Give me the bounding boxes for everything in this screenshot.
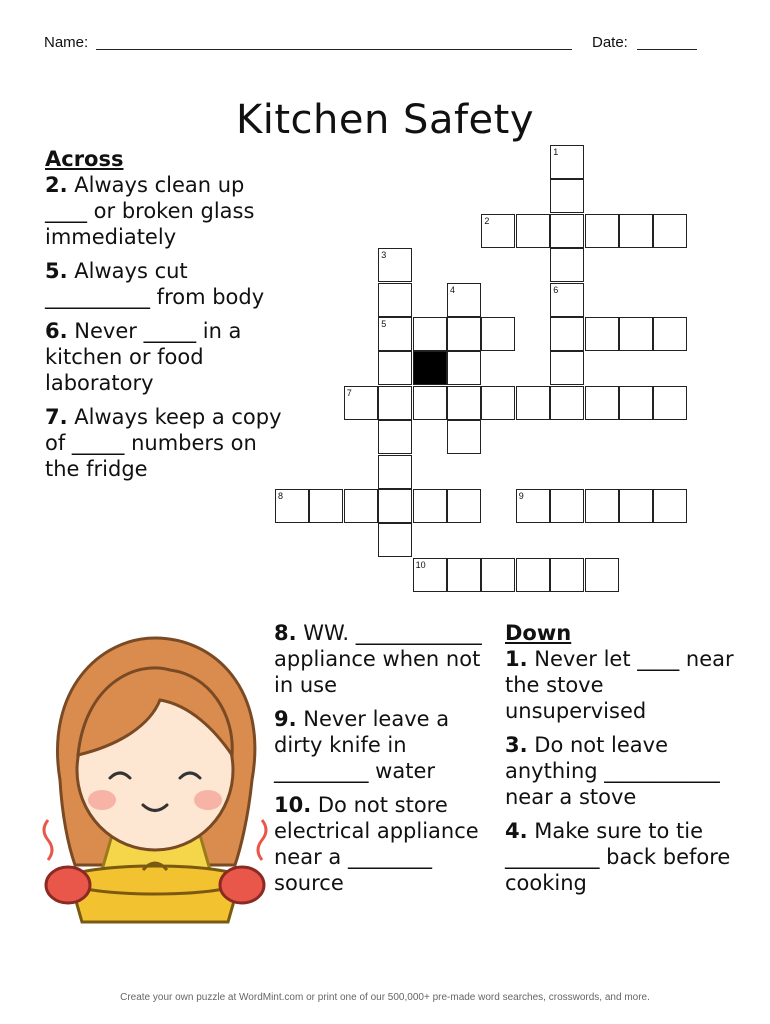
cell-number: 5 bbox=[381, 319, 387, 329]
crossword-cell[interactable] bbox=[481, 214, 515, 248]
crossword-cell[interactable] bbox=[550, 351, 584, 385]
crossword-cell[interactable] bbox=[516, 558, 550, 592]
crossword-cell[interactable] bbox=[516, 489, 550, 523]
crossword-cell[interactable] bbox=[619, 386, 653, 420]
crossword-cell[interactable] bbox=[550, 145, 584, 179]
crossword-cell[interactable] bbox=[550, 386, 584, 420]
across-clues-continued bbox=[274, 620, 496, 904]
crossword-cell[interactable] bbox=[344, 386, 378, 420]
crossword-cell[interactable] bbox=[585, 386, 619, 420]
cell-number: 1 bbox=[553, 147, 559, 157]
crossword-black-cell bbox=[413, 351, 447, 385]
right-cheek bbox=[194, 790, 222, 810]
crossword-cell[interactable] bbox=[447, 317, 481, 351]
across-clues bbox=[45, 146, 285, 490]
crossword-cell[interactable] bbox=[550, 179, 584, 213]
crossword-cell[interactable] bbox=[378, 386, 412, 420]
left-cheek bbox=[88, 790, 116, 810]
crossword-cell[interactable] bbox=[550, 317, 584, 351]
crossword-cell[interactable] bbox=[585, 214, 619, 248]
crossword-cell[interactable] bbox=[516, 386, 550, 420]
crossword-cell[interactable] bbox=[516, 214, 550, 248]
crossword-cell[interactable] bbox=[653, 214, 687, 248]
crossword-cell[interactable] bbox=[413, 558, 447, 592]
cell-number: 7 bbox=[346, 387, 352, 398]
crossword-cell[interactable] bbox=[585, 558, 619, 592]
crossword-cell[interactable] bbox=[585, 317, 619, 351]
crossword-cell[interactable] bbox=[378, 420, 412, 454]
down-clue-3: 3. Do not leave anything ___________ near a stove bbox=[505, 733, 720, 809]
crossword-cell[interactable] bbox=[447, 283, 481, 317]
chef-girl-illustration bbox=[40, 630, 270, 930]
heat-line-right-1 bbox=[258, 820, 266, 860]
cell-number: 4 bbox=[450, 284, 456, 295]
across-clue-10: 10. Do not store electrical appliance near a ________ source bbox=[274, 793, 479, 895]
crossword-cell[interactable] bbox=[447, 558, 481, 592]
across-clue-7: 7. Always keep a copy of _____ numbers on the fridge bbox=[45, 405, 282, 481]
page-title: Kitchen Safety bbox=[236, 96, 534, 143]
crossword-cell[interactable] bbox=[447, 489, 481, 523]
crossword-cell[interactable] bbox=[550, 283, 584, 317]
left-oven-mitt bbox=[46, 867, 90, 903]
date-label: Date: bbox=[592, 34, 628, 51]
crossword-cell[interactable] bbox=[653, 489, 687, 523]
across-clue-6: 6. Never _____ in a kitchen or food laboratory bbox=[45, 319, 242, 395]
cell-number: 3 bbox=[381, 250, 387, 261]
crossword-cell[interactable] bbox=[378, 489, 412, 523]
crossword-cell[interactable] bbox=[413, 317, 447, 351]
footer-note: Create your own puzzle at WordMint.com or print one of our 500,000+ pre-made word searches, crosswords, and more. bbox=[120, 992, 650, 1003]
crossword-cell[interactable] bbox=[447, 351, 481, 385]
crossword-cell[interactable] bbox=[653, 386, 687, 420]
crossword-cell[interactable] bbox=[619, 317, 653, 351]
crossword-cell[interactable] bbox=[481, 317, 515, 351]
crossword-cell[interactable] bbox=[550, 489, 584, 523]
crossword-cell[interactable] bbox=[378, 523, 412, 557]
crossword-cell[interactable] bbox=[585, 489, 619, 523]
crossword-cell[interactable] bbox=[378, 248, 412, 282]
down-clues bbox=[505, 620, 735, 904]
across-clue-9: 9. Never leave a dirty knife in _________ water bbox=[274, 707, 450, 783]
pot-lid bbox=[65, 866, 245, 894]
crossword-cell[interactable] bbox=[619, 214, 653, 248]
cell-number: 2 bbox=[484, 215, 490, 226]
down-clue-1: 1. Never let ____ near the stove unsupervised bbox=[505, 647, 734, 723]
cell-number: 6 bbox=[553, 284, 559, 295]
crossword-cell[interactable] bbox=[413, 386, 447, 420]
crossword-cell[interactable] bbox=[481, 558, 515, 592]
cell-number: 10 bbox=[415, 559, 426, 570]
date-blank-line[interactable] bbox=[637, 49, 697, 50]
crossword-cell[interactable] bbox=[344, 489, 378, 523]
crossword-cell[interactable] bbox=[378, 455, 412, 489]
crossword-cell[interactable] bbox=[413, 489, 447, 523]
crossword-cell[interactable] bbox=[378, 317, 412, 351]
crossword-cell[interactable] bbox=[275, 489, 309, 523]
crossword-cell[interactable] bbox=[447, 420, 481, 454]
crossword-cell[interactable] bbox=[653, 317, 687, 351]
across-clue-5: 5. Always cut __________ from body bbox=[45, 259, 265, 309]
crossword-cell[interactable] bbox=[378, 283, 412, 317]
crossword-cell[interactable] bbox=[550, 214, 584, 248]
cell-number: 9 bbox=[518, 491, 524, 501]
down-heading: Down bbox=[505, 621, 572, 645]
crossword-cell[interactable] bbox=[378, 351, 412, 385]
crossword-cell[interactable] bbox=[550, 558, 584, 592]
across-clue-2: 2. Always clean up ____ or broken glass immediately bbox=[45, 173, 255, 249]
right-oven-mitt bbox=[220, 867, 264, 903]
crossword-cell[interactable] bbox=[481, 386, 515, 420]
down-clue-4: 4. Make sure to tie _________ back before cooking bbox=[505, 819, 731, 895]
name-blank-line[interactable] bbox=[96, 49, 572, 50]
crossword-cell[interactable] bbox=[550, 248, 584, 282]
name-label: Name: bbox=[44, 34, 89, 51]
cell-number: 8 bbox=[278, 491, 284, 501]
heat-line-left-1 bbox=[44, 820, 52, 860]
crossword-cell[interactable] bbox=[309, 489, 343, 523]
crossword-cell[interactable] bbox=[447, 386, 481, 420]
across-heading: Across bbox=[45, 147, 124, 171]
crossword-cell[interactable] bbox=[619, 489, 653, 523]
across-clue-8: 8. WW. ____________ appliance when not in use bbox=[274, 621, 482, 697]
